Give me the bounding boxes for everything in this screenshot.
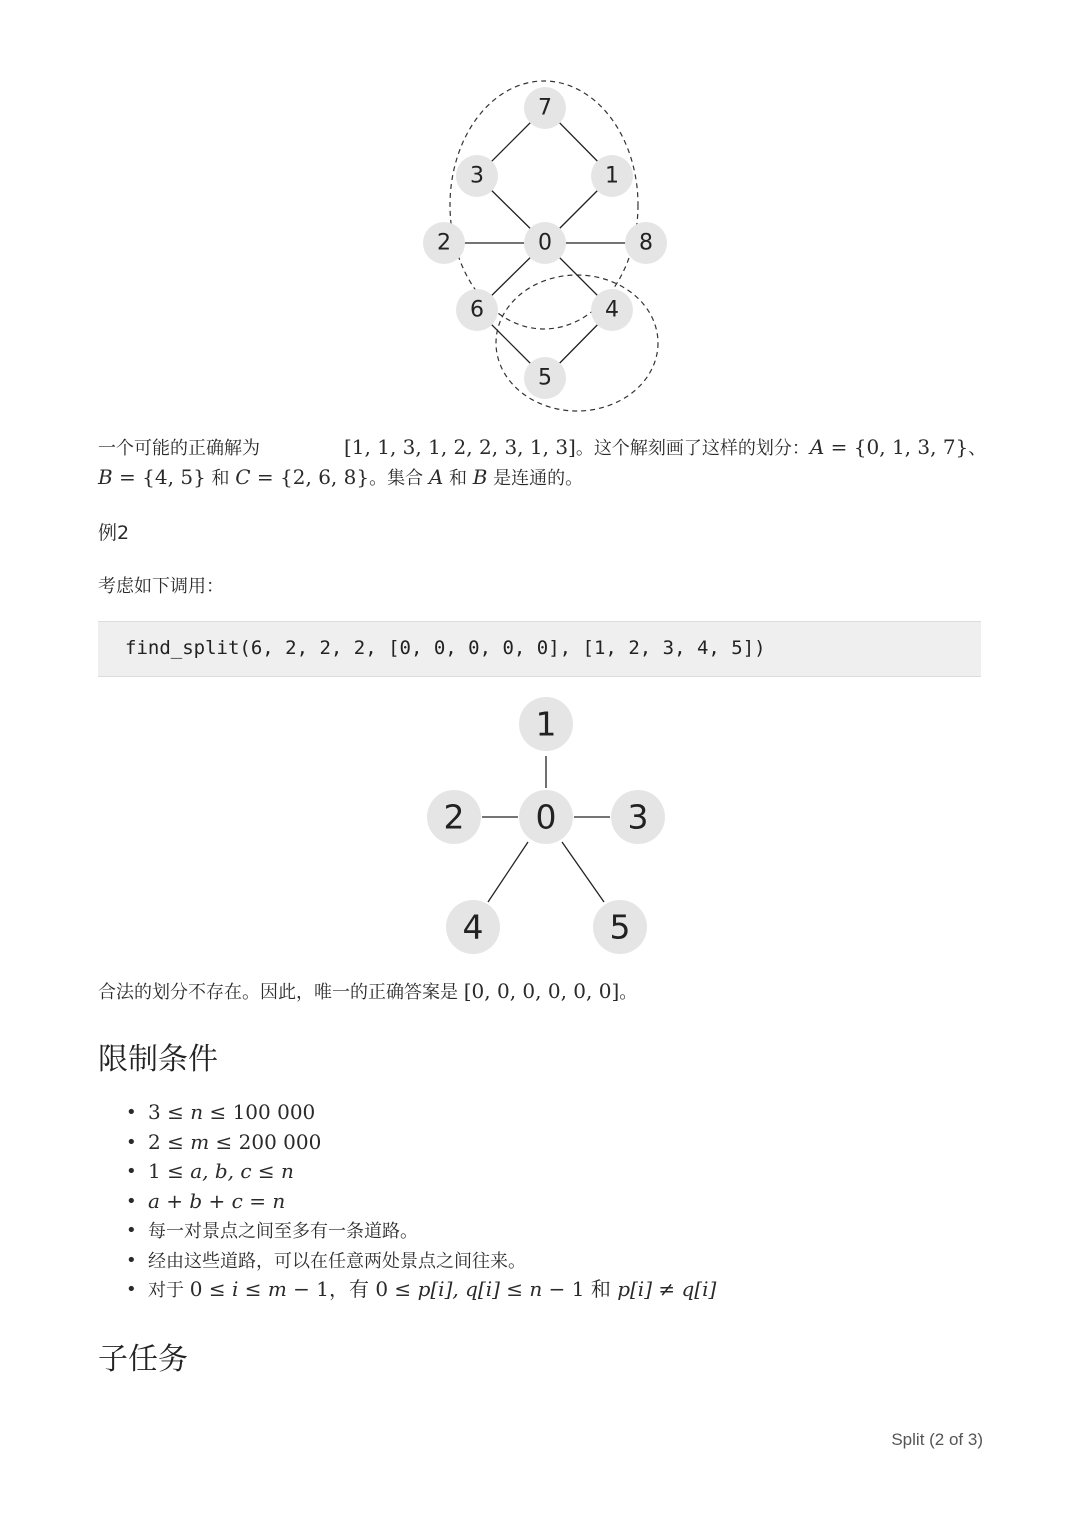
svg-text:4: 4 [605,297,619,323]
example1-solution-line1 [98,432,986,464]
partition-text: 。这个解刻画了这样的划分： [575,438,810,459]
constraint-sum: • a + b + c = n [126,1187,716,1217]
result-text: 合法的划分不存在。因此，唯一的正确答案是 [98,982,464,1003]
result-end: 。 [619,982,638,1003]
solution-array: [1, 1, 3, 1, 2, 2, 3, 1, 3] [344,435,576,459]
graph1-node-1 [591,155,633,197]
svg-text:2: 2 [437,230,451,256]
graph2-node-0 [519,790,573,844]
svg-text:5: 5 [538,365,552,391]
set-connected-text: 。集合 [369,468,429,489]
graph1-node-6 [456,289,498,331]
example2-title: 例2 [98,522,130,544]
and-text: 和 [205,468,236,489]
connected-b: B [472,465,488,489]
code-call: find_split(6, 2, 2, 2, [0, 0, 0, 0, 0], [1, 2, 3, 4, 5]) [125,637,766,659]
svg-text:4: 4 [462,907,484,947]
set-a-name: A [809,435,825,459]
example1-graph [400,70,690,420]
svg-text:6: 6 [470,297,484,323]
example1-solution-line2 [98,462,583,494]
example2-consider: 考虑如下调用： [98,576,224,597]
svg-text:5: 5 [609,907,631,947]
code-block [98,621,981,677]
subtasks-heading: 子任务 [98,1342,188,1377]
set-c-value: = {2, 6, 8} [250,465,370,489]
connected-end-text: 是连通的。 [487,468,584,489]
graph1-node-2 [423,222,465,264]
constraint-pq: • 对于 0 ≤ i ≤ m − 1，有 0 ≤ p[i], q[i] ≤ n − 1 和 p[i] ≠ q[i] [126,1275,716,1305]
svg-text:1: 1 [535,704,557,744]
constraint-n: • 3 ≤ n ≤ 100 000 [126,1098,716,1128]
svg-text:1: 1 [605,163,619,189]
constraint-m: • 2 ≤ m ≤ 200 000 [126,1128,716,1158]
svg-text:3: 3 [470,163,484,189]
constraint-connected: • 经由这些道路，可以在任意两处景点之间往来。 [126,1246,716,1276]
graph2-node-5 [593,900,647,954]
and-text-2: 和 [443,468,473,489]
set-b-name: B [98,465,113,489]
constraint-one-road: • 每一对景点之间至多有一条道路。 [126,1216,716,1246]
constraints-heading: 限制条件 [98,1042,218,1077]
graph2-node-2 [427,790,481,844]
graph1-node-0 [524,222,566,264]
svg-text:0: 0 [535,797,557,837]
graph1-node-8 [625,222,667,264]
example2-result [98,976,637,1008]
constraints-list [126,1098,716,1305]
edge-0-4 [488,842,528,902]
set-b-value: = {4, 5} [112,465,206,489]
graph1-node-7 [524,87,566,129]
graph2-node-1 [519,697,573,751]
constraint-abc: • 1 ≤ a, b, c ≤ n [126,1157,716,1187]
svg-text:0: 0 [538,230,552,256]
connected-a: A [428,465,444,489]
set-c-name: C [235,465,251,489]
graph2-node-3 [611,790,665,844]
svg-text:7: 7 [538,95,552,121]
svg-text:2: 2 [443,797,465,837]
graph1-node-3 [456,155,498,197]
graph1-node-4 [591,289,633,331]
edge-0-5 [562,842,604,902]
graph1-node-5 [524,357,566,399]
result-array: [0, 0, 0, 0, 0, 0] [463,979,620,1003]
separator: 、 [968,438,987,459]
svg-text:8: 8 [639,230,653,256]
graph2-node-4 [446,900,500,954]
page-footer: Split (2 of 3) [891,1430,983,1449]
set-a-value: = {0, 1, 3, 7} [824,435,969,459]
example2-graph [410,690,680,965]
solution-intro-text: 一个可能的正确解为 [98,438,260,459]
group-b-dashed-circle [496,275,658,411]
svg-text:3: 3 [627,797,649,837]
